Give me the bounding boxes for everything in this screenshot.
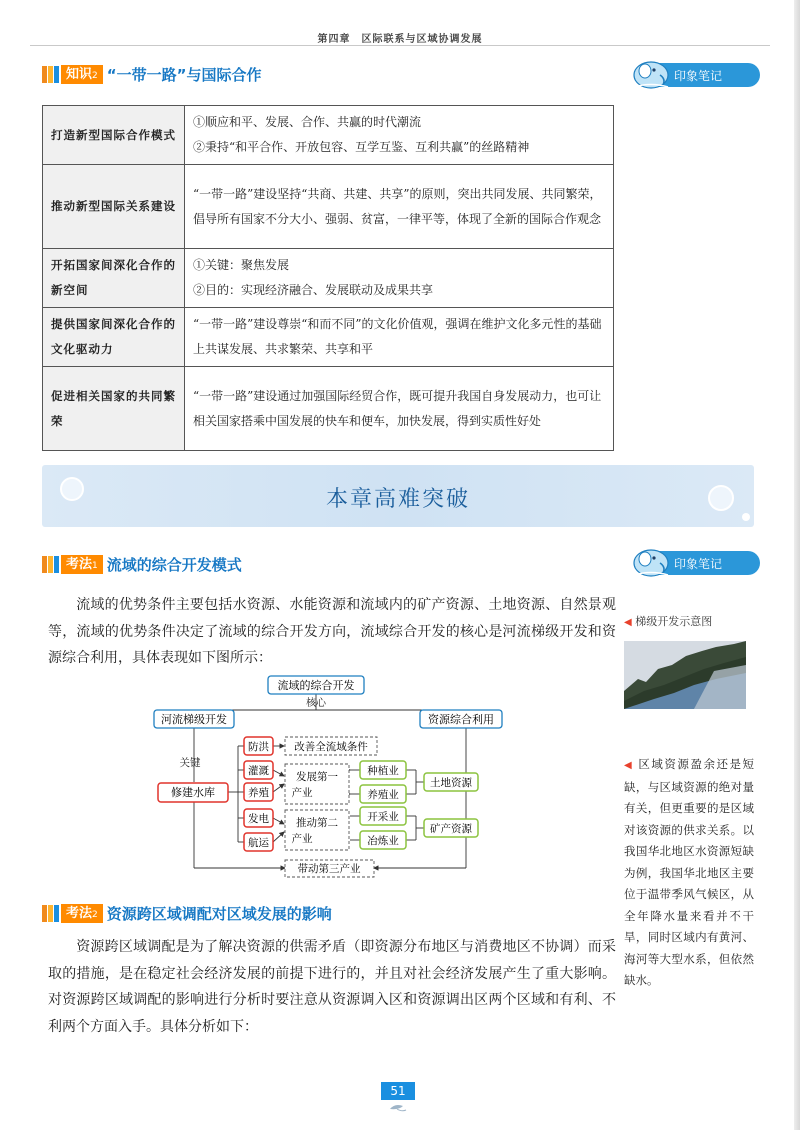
svg-text:防洪: 防洪 [248,741,269,753]
notes-pill [634,63,760,87]
svg-text:养殖业: 养殖业 [367,789,399,801]
diagram-use-box [244,761,273,779]
svg-text:冶炼业: 冶炼业 [367,835,399,847]
table-row [43,106,614,165]
diagram-reservoir-box [158,783,228,802]
diagram-core-label: 核心 [306,698,326,709]
svg-text:养殖: 养殖 [248,787,269,799]
cascade-photo-image [624,641,746,709]
section-title: 流域的综合开发模式 [106,556,242,574]
section-tag: 考法1 [61,555,103,574]
banner-title: 本章高难突破 [325,487,470,512]
svg-text:资源综合利用: 资源综合利用 [428,713,494,726]
paragraph-resource-transfer: 资源跨区域调配是为了解决资源的供需矛盾（即资源分布地区与消费地区不协调）而采取的措施，是在稳定社会经济发展的前提下进行的，并且对社会经济发展产生了重大影响。对资源跨区域调配的影响进行分析时要注意从资源调入区和资源调出区两个区域和有利、不利两个方面入手。具体分析如下： [48,939,616,1035]
heading-bars-icon [42,556,59,573]
diagram-mineral-item [360,831,406,849]
diagram-use-box [244,833,273,851]
table-row [43,249,614,308]
diagram-tertiary-box [285,860,374,877]
svg-text:矿产资源: 矿产资源 [430,823,472,835]
elephant-mascot-icon [630,55,672,89]
triangle-marker-icon: ◀ [624,617,632,628]
table-value: ①顺应和平、发展、合作、共赢的时代潮流 ②秉持“和平合作、开放包容、互学互鉴、互利共赢”的丝路精神 [185,106,614,165]
diagram-secondary-box [285,810,349,850]
section-tag: 知识2 [61,65,103,84]
table-value: “一带一路”建设尊崇“和而不同”的文化价值观，强调在维护文化多元性的基础上共谋发展、共求繁荣、共享和平 [185,308,614,367]
cascade-dam-photo [624,641,746,709]
diagram-right-main [420,710,502,728]
diagram-primary-box [285,764,349,804]
diagram-improve-box [285,737,377,755]
svg-text:种植业: 种植业 [367,765,399,777]
table-key: 开拓国家间深化合作的新空间 [43,249,185,308]
diagram-use-box [244,783,273,801]
basin-development-diagram [150,672,510,882]
section-heading-method2 [42,903,332,924]
diagram-left-main [154,710,234,728]
section-tag: 考法2 [61,904,103,923]
diagram-mineral-item [360,807,406,825]
table-key: 提供国家间深化合作的文化驱动力 [43,308,185,367]
section-heading-method1 [42,554,242,575]
diagram-use-box [244,737,273,755]
svg-text:航运: 航运 [248,837,269,849]
svg-text:带动第三产业: 带动第三产业 [297,863,361,875]
decor-dot-icon [742,513,750,521]
table-value: “一带一路”建设坚持“共商、共建、共享”的原则，突出共同发展、共同繁荣，倡导所有国家不分大小、强弱、贫富，一律平等，体现了全新的国际合作观念 [185,165,614,249]
svg-text:灌溉: 灌溉 [248,765,269,777]
side-note: ◀ 区域资源盈余还是短缺，与区域资源的绝对量有关，但更重要的是区域对该资源的供求关系。以我国华北地区水资源短缺为例，我国华北地区主要位于温带季风气候区，从全年降水量来看并不干旱，同时区域内有黄河、海河等大型水系，但依然缺水。 [624,757,755,987]
svg-text:发电: 发电 [248,813,269,825]
heading-bars-icon [42,66,59,83]
leaf-ornament-icon [389,1103,407,1113]
table-row [43,165,614,249]
chapter-breakthrough-banner [42,465,754,527]
svg-text:改善全流域条件: 改善全流域条件 [294,741,368,753]
section-title: “一带一路”与国际合作 [106,66,262,84]
svg-text:修建水库: 修建水库 [171,786,215,799]
notes-label: 印象笔记 [674,68,723,83]
paragraph-basin-development: 流域的优势条件主要包括水资源、水能资源和流域内的矿产资源、土地资源、自然景观等，流域的优势条件决定了流域的综合开发方向，流域综合开发的核心是河流梯级开发和资源综合利用，具体表现如下图所示： [48,597,616,666]
svg-text:流域的综合开发: 流域的综合开发 [277,679,355,692]
section-title: 资源跨区域调配对区域发展的影响 [106,905,332,923]
diagram-land-box [424,773,478,791]
heading-bars-icon [42,905,59,922]
svg-text:产业: 产业 [291,833,313,845]
table-key: 促进相关国家的共同繁荣 [43,367,185,451]
svg-text:开采业: 开采业 [367,811,399,823]
table-key: 推动新型国际关系建设 [43,165,185,249]
diagram-land-item [360,785,406,803]
svg-text:产业: 产业 [291,787,313,799]
diagram-mineral-box [424,819,478,837]
diagram-land-item [360,761,406,779]
table-value: ①关键：聚焦发展 ②目的：实现经济融合、发展联动及成果共享 [185,249,614,308]
knowledge-table [42,105,614,451]
table-key: 打造新型国际合作模式 [43,106,185,165]
diagram-use-box [244,809,273,827]
section-heading-knowledge [42,64,261,85]
page-edge [794,0,800,1130]
photo-caption: ◀ 梯级开发示意图 [624,615,713,628]
table-value: “一带一路”建设通过加强国际经贸合作，既可提升我国自身发展动力，也可让相关国家搭乘中国发展的快车和便车，加快发展，得到实质性好处 [185,367,614,451]
notes-pill [634,551,760,575]
svg-text:发展第一: 发展第一 [296,771,338,783]
chapter-header: 第四章 区际联系与区域协调发展 [0,30,800,45]
page-number: 51 [381,1082,415,1100]
svg-text:河流梯级开发: 河流梯级开发 [161,713,227,726]
diagram-key-label: 关键 [179,757,201,769]
elephant-mascot-icon [630,543,672,577]
notes-label: 印象笔记 [674,556,723,571]
svg-text:土地资源: 土地资源 [430,777,472,789]
table-row [43,367,614,451]
diagram-top-box [268,676,364,694]
table-row [43,308,614,367]
triangle-marker-icon: ◀ [624,760,634,771]
svg-text:推动第二: 推动第二 [296,817,338,829]
